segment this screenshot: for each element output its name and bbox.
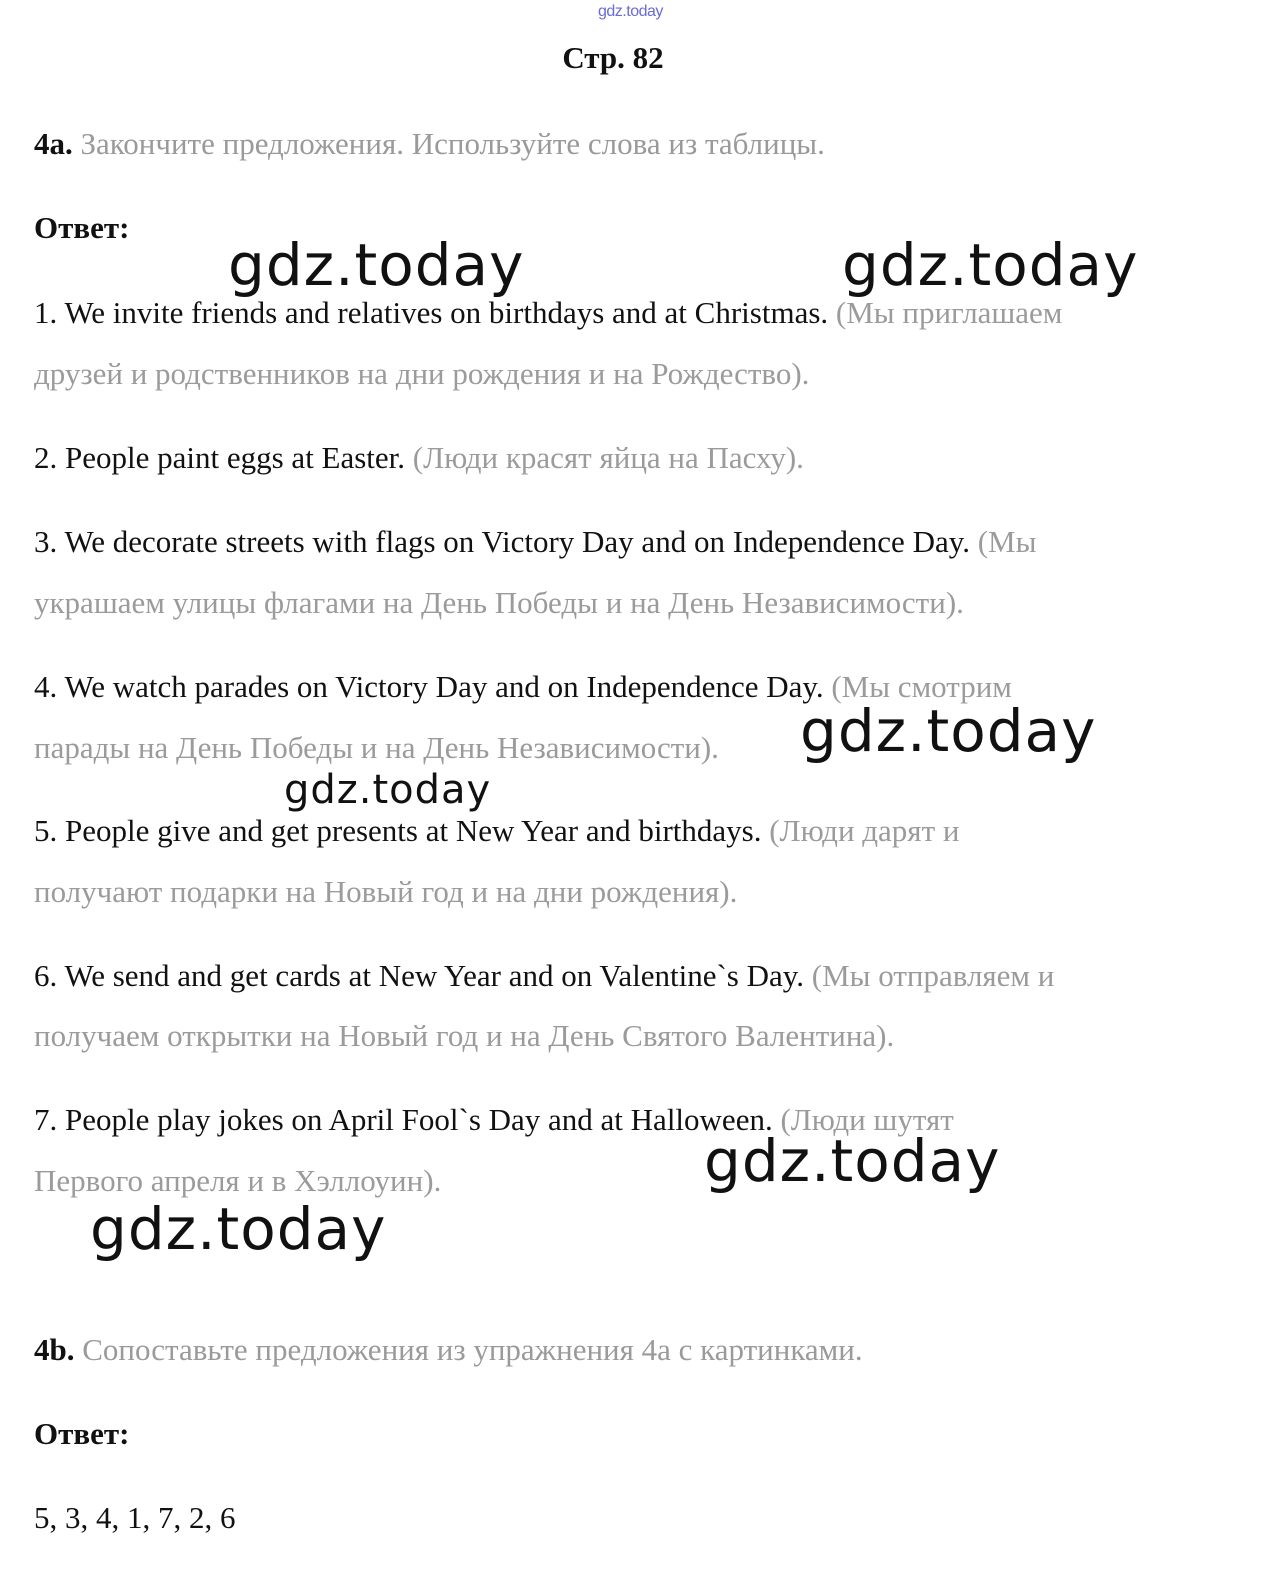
- task-4b-answer-label: Ответ:: [34, 1416, 130, 1451]
- page-title: Стр. 82: [562, 40, 664, 75]
- answer-line-5-ru: (Люди дарят и: [769, 813, 960, 848]
- task-4a-answer-label: Ответ:: [34, 210, 130, 245]
- answer-line-3: [34, 524, 1036, 560]
- answer-line-6: [34, 958, 1054, 994]
- task-4a-number: 4a.: [34, 126, 73, 161]
- task-4b-number: 4b.: [34, 1332, 75, 1367]
- answer-line-3-ru-cont: украшаем улицы флагами на День Победы и на День Независимости).: [34, 585, 964, 620]
- answer-line-6-en: 6. We send and get cards at New Year and on Valentine`s Day.: [34, 958, 805, 993]
- answer-line-4-ru: (Мы смотрим: [831, 669, 1012, 704]
- watermark: gdz.today: [704, 1127, 1001, 1195]
- answer-line-2: [34, 440, 804, 476]
- answer-line-1-ru: (Мы приглашаем: [835, 295, 1063, 330]
- answer-line-1: [34, 295, 1062, 331]
- answer-line-5: [34, 813, 959, 849]
- answer-line-7-ru-cont: Первого апреля и в Хэллоуин).: [34, 1163, 442, 1198]
- answer-line-3-en: 3. We decorate streets with flags on Victory Day and on Independence Day.: [34, 524, 970, 559]
- answer-line-1-en: 1. We invite friends and relatives on birthdays and at Christmas.: [34, 295, 829, 330]
- task-4b-heading: [34, 1332, 863, 1368]
- watermark: gdz.today: [800, 697, 1097, 765]
- answer-line-4-en: 4. We watch parades on Victory Day and on Independence Day.: [34, 669, 824, 704]
- answer-line-5-en: 5. People give and get presents at New Year and birthdays.: [34, 813, 762, 848]
- watermark: gdz.today: [842, 231, 1139, 299]
- answer-line-6-ru-cont: получаем открытки на Новый год и на День Святого Валентина).: [34, 1018, 895, 1053]
- answer-line-7-ru: (Люди шутят: [780, 1102, 954, 1137]
- answer-line-5-ru-cont: получают подарки на Новый год и на дни рождения).: [34, 874, 738, 909]
- task-4a-instruction: Закончите предложения. Используйте слова из таблицы.: [80, 126, 825, 161]
- answer-line-1-ru-cont: друзей и родственников на дни рождения и на Рождество).: [34, 356, 810, 391]
- answer-line-4-ru-cont: парады на День Победы и на День Независимости).: [34, 730, 719, 765]
- watermark: gdz.today: [284, 767, 492, 813]
- watermark: gdz.today: [90, 1195, 387, 1263]
- task-4b-instruction: Сопоставьте предложения из упражнения 4а с картинками.: [82, 1332, 863, 1367]
- task-4b-answer: 5, 3, 4, 1, 7, 2, 6: [34, 1500, 236, 1535]
- top-watermark: gdz.today: [598, 3, 663, 20]
- answer-line-6-ru: (Мы отправляем и: [811, 958, 1055, 993]
- answer-line-7-en: 7. People play jokes on April Fool`s Day and at Halloween.: [34, 1102, 773, 1137]
- answer-line-2-en: 2. People paint eggs at Easter.: [34, 440, 406, 475]
- answer-line-3-ru: (Мы: [977, 524, 1037, 559]
- task-4a-heading: [34, 126, 825, 162]
- watermark: gdz.today: [228, 231, 525, 299]
- answer-line-2-ru: (Люди красят яйца на Пасху).: [412, 440, 804, 475]
